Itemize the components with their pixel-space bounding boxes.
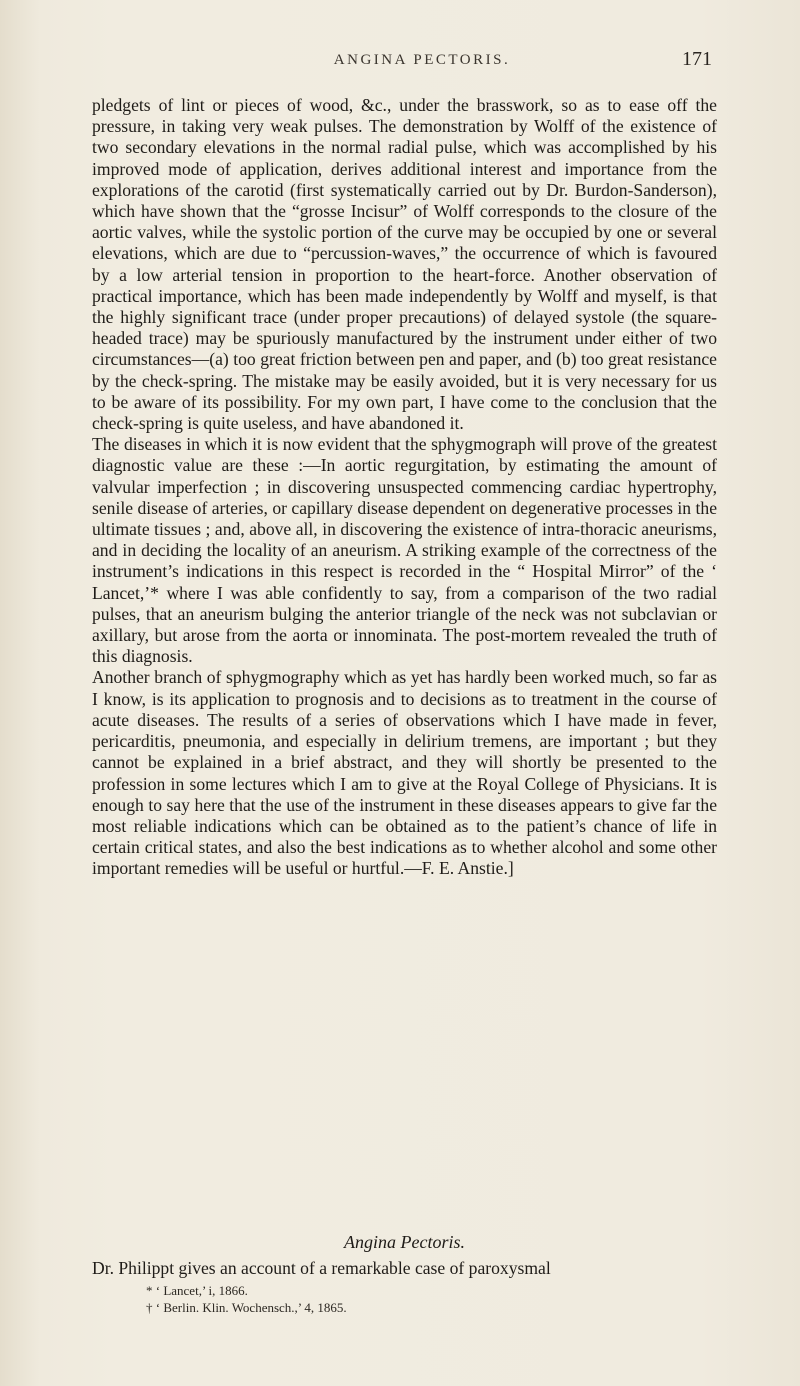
paragraph-diagnostic-value: The diseases in which it is now evident that the sphygmograph will prove of the greatest diagnostic value are these :—In aortic regurgitation, by estimating the amount of valvular imperfection ; in discovering unsuspected commencing cardiac hypertrophy, senile disease of arteries, or capillary disease dependent on degenerative processes in the ultimate tissues ; and, above all, in discovering the existence of intra-thoracic aneurisms, and in deciding the locality of an aneurism. A striking example of the correctness of the instrument’s indications in this respect is recorded in the “ Hospital Mirror” of the ‘ Lancet,’* where I was able confidently to say, from a comparison of the two radial pulses, that an aneurism bulging the anterior triangle of the neck was not subclavian or axillary, but arose from the aorta or innominata. The post-mortem revealed the truth of this diagnosis. [92, 434, 717, 667]
footnote-lancet: * ‘ Lancet,’ i, 1866. [146, 1283, 248, 1298]
page-header [92, 48, 712, 78]
footnotes [146, 1282, 706, 1316]
paragraph-sphygmograph-technique: pledgets of lint or pieces of wood, &c., under the brasswork, so as to ease off the pressure, in taking very weak pulses. The demonstration by Wolff of the existence of two secondary elevations in the normal radial pulse, which was accomplished by his improved mode of application, derives additional interest and importance from the explorations of the carotid (first systematically carried out by Dr. Burdon-Sanderson), which have shown that the “grosse Incisur” of Wolff corresponds to the closure of the aortic valves, while the systolic portion of the curve may be occupied by one or several elevations, which are due to “percussion-waves,” the occurrence of which is favoured by a low arterial tension in proportion to the heart-force. Another observation of practical importance, which has been made independently by Wolff and myself, is that the highly significant trace (under proper precautions) of delayed systole (the square-headed trace) may be spuriously manufactured by the instrument under either of two circumstances—(a) too great friction between pen and paper, and (b) too great resistance by the check-spring. The mistake may be easily avoided, but it is very necessary for us to be aware of its possibility. For my own part, I have come to the conclusion that the check-spring is quite useless, and have abandoned it. [92, 95, 717, 434]
body-text [92, 95, 717, 880]
paragraph-prognosis: Another branch of sphygmography which as yet has hardly been worked much, so far as I know, is its application to prognosis and to decisions as to treatment in the course of acute diseases. The results of a series of observations which I have made in fever, pericarditis, pneumonia, and especially in delirium tremens, are important ; but they cannot be explained in a brief abstract, and they will shortly be presented to the profession in some lectures which I am to give at the Royal College of Physicians. It is enough to say here that the use of the instrument in these diseases appears to give far the most reliable indications which can be obtained as to the patient’s chance of life in certain critical states, and also the best indications as to whether alcohol and some other important remedies will be useful or hurtful.—F. E. Anstie.] [92, 667, 717, 879]
paragraph-angina-case: Dr. Philippt gives an account of a remarkable case of paroxysmal [92, 1258, 551, 1278]
page-number: 171 [682, 48, 712, 70]
running-head: ANGINA PECTORIS. [333, 52, 511, 68]
section-heading: Angina Pectoris. [344, 1232, 465, 1252]
footnote-berlin: † ‘ Berlin. Klin. Wochensch.,’ 4, 1865. [146, 1300, 347, 1315]
